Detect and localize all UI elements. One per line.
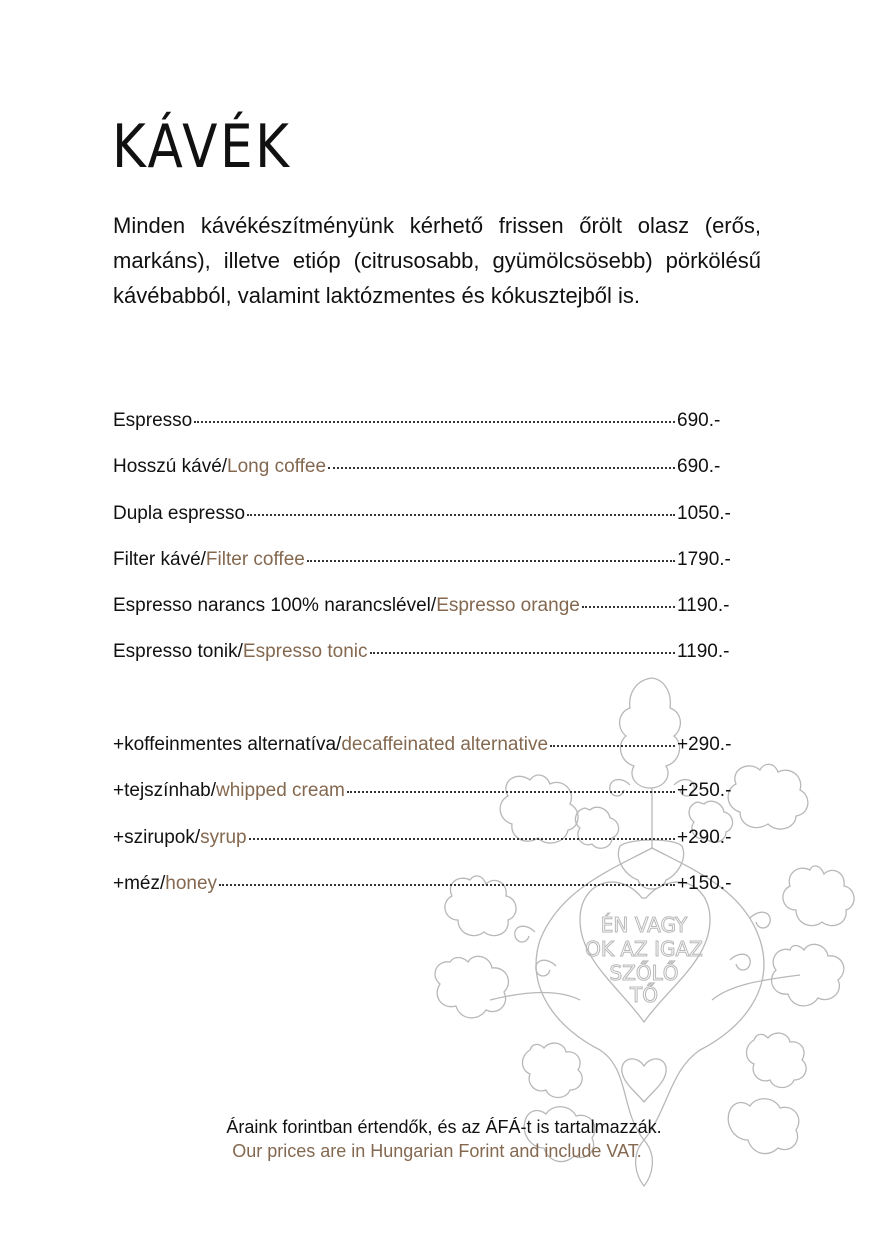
svg-text:SZŐLŐ: SZŐLŐ	[609, 961, 679, 985]
item-name-english: honey	[165, 872, 218, 894]
intro-paragraph: Minden kávékészítményünk kérhető frissen őrölt olasz (erős, markáns), illetve etióp (citrusosabb, gyümölcsösebb) pörkölésű kávébabból, valamint laktózmentes és kókusztejből is.	[113, 213, 761, 308]
menu-item-row	[113, 595, 743, 641]
extra-item-row	[113, 734, 743, 780]
item-name-hungarian: Espresso	[113, 410, 193, 431]
item-name	[113, 410, 192, 432]
item-name	[113, 503, 245, 525]
item-name-hungarian: Espresso tonik/	[113, 641, 243, 663]
item-name-english: whipped cream	[216, 780, 345, 802]
dot-leader	[328, 467, 675, 469]
item-name-hungarian: Hosszú kávé/	[113, 456, 228, 478]
price-note-hungarian: Áraink forintban értendők, és az ÁFÁ-t is tartalmazzák.	[226, 1117, 662, 1137]
item-price: 690.-	[677, 410, 721, 431]
item-price: 1190.-	[677, 641, 730, 663]
item-name	[113, 873, 217, 895]
dot-leader	[249, 838, 675, 840]
svg-text:TŐ: TŐ	[630, 983, 658, 1007]
item-name	[113, 595, 580, 617]
item-name	[113, 780, 345, 802]
item-price: +290.-	[677, 826, 732, 848]
item-name-english: decaffeinated alternative	[341, 734, 549, 755]
page-title: KÁVÉK	[112, 112, 292, 182]
menu-item-row	[113, 641, 743, 687]
item-name-hungarian: Filter kávé/	[113, 548, 206, 570]
extra-item-row	[113, 780, 743, 826]
item-name-english: syrup	[200, 826, 247, 848]
item-name	[113, 549, 305, 571]
item-name-hungarian: +tejszínhab/	[113, 780, 216, 802]
coffee-menu-list	[113, 410, 743, 688]
svg-text:OK AZ IGAZ: OK AZ IGAZ	[585, 937, 703, 961]
dot-leader	[219, 884, 675, 886]
item-name-english: Long coffee	[227, 456, 327, 478]
dot-leader	[194, 421, 675, 423]
item-name	[113, 456, 326, 478]
dot-leader	[582, 606, 675, 608]
item-price: 1190.-	[677, 595, 730, 617]
menu-item-row	[113, 549, 743, 595]
item-name-english: Espresso orange	[436, 595, 580, 617]
extra-item-row	[113, 873, 743, 919]
item-price: 690.-	[677, 456, 721, 478]
item-price: 1790.-	[677, 548, 731, 570]
extra-item-row	[113, 827, 743, 873]
dot-leader	[370, 652, 675, 654]
item-price: 1050.-	[677, 502, 731, 524]
dot-leader	[307, 560, 675, 562]
item-name	[113, 734, 548, 756]
item-name-hungarian: +koffeinmentes alternatíva/	[113, 734, 342, 755]
menu-item-row	[113, 410, 743, 456]
item-name-english: Filter coffee	[205, 548, 305, 570]
item-name	[113, 827, 247, 849]
item-name-english: Espresso tonic	[242, 641, 368, 663]
item-name-hungarian: +méz/	[113, 872, 166, 894]
item-name-hungarian: +szirupok/	[113, 826, 201, 848]
item-name-hungarian: Espresso narancs 100% narancslével/	[113, 595, 437, 617]
item-price: +250.-	[677, 780, 732, 802]
price-note-english: Our prices are in Hungarian Forint and include VAT.	[232, 1141, 642, 1161]
item-price: +150.-	[677, 872, 732, 894]
item-price: +290.-	[677, 734, 732, 755]
price-note	[0, 1115, 874, 1163]
dot-leader	[347, 791, 675, 793]
dot-leader	[247, 514, 675, 516]
extras-menu-list	[113, 734, 743, 919]
item-name	[113, 641, 368, 663]
menu-item-row	[113, 456, 743, 502]
menu-item-row	[113, 503, 743, 549]
dot-leader	[550, 745, 675, 747]
svg-text:ÉN VAGY: ÉN VAGY	[600, 913, 688, 937]
item-name-hungarian: Dupla espresso	[113, 502, 246, 524]
